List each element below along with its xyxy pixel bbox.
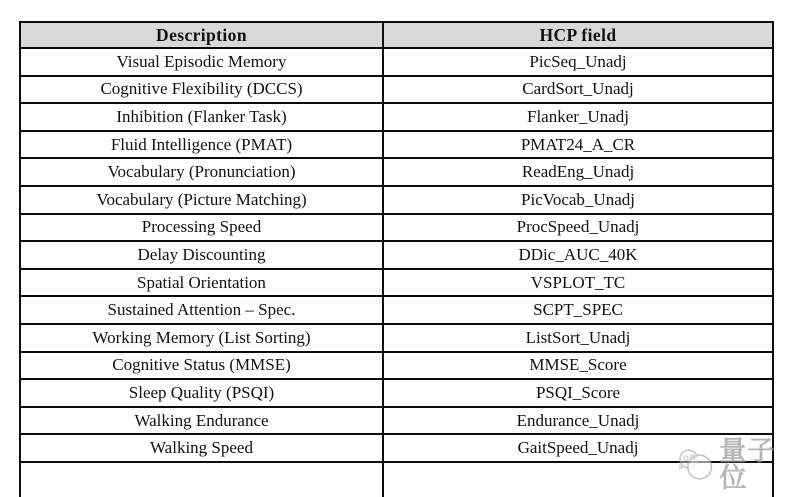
table-header-row [20, 22, 773, 48]
hcp-field-cell: ProcSpeed_Unadj [383, 214, 773, 242]
column-header-hcp-field: HCP field [383, 22, 773, 48]
hcp-field-cell: SCPT_SPEC [383, 296, 773, 324]
description-cell: Vocabulary (Pronunciation) [20, 158, 383, 186]
description-cell: Visual Episodic Memory [20, 48, 383, 76]
table-row [20, 352, 773, 380]
table-row [20, 214, 773, 242]
hcp-field-cell: MMSE_Score [383, 352, 773, 380]
table-row [20, 324, 773, 352]
table-row [20, 407, 773, 435]
description-cell: Fluid Intelligence (PMAT) [20, 131, 383, 159]
description-cell: Cognitive Flexibility (DCCS) [20, 76, 383, 104]
description-cell: Cognitive Status (MMSE) [20, 352, 383, 380]
description-cell: Vocabulary (Picture Matching) [20, 186, 383, 214]
description-cell: Processing Speed [20, 214, 383, 242]
table-row [20, 379, 773, 407]
description-cell [20, 462, 383, 497]
hcp-field-cell: VSPLOT_TC [383, 269, 773, 297]
column-header-description: Description [20, 22, 383, 48]
table-row [20, 241, 773, 269]
hcp-field-cell: CardSort_Unadj [383, 76, 773, 104]
hcp-field-cell: ReadEng_Unadj [383, 158, 773, 186]
hcp-field-cell: Endurance_Unadj [383, 407, 773, 435]
hcp-field-cell: PMAT24_A_CR [383, 131, 773, 159]
hcp-field-cell: GaitSpeed_Unadj [383, 434, 773, 462]
description-cell: Walking Endurance [20, 407, 383, 435]
hcp-measures-table-container [19, 21, 772, 497]
description-cell: Working Memory (List Sorting) [20, 324, 383, 352]
hcp-measures-table [19, 21, 774, 497]
hcp-field-cell: PicVocab_Unadj [383, 186, 773, 214]
description-cell: Walking Speed [20, 434, 383, 462]
qbitai-watermark-text: 量子位 [719, 436, 776, 493]
hcp-field-cell: Flanker_Unadj [383, 103, 773, 131]
description-cell: Delay Discounting [20, 241, 383, 269]
table-row [20, 269, 773, 297]
table-row-clipped [20, 462, 773, 497]
description-cell: Inhibition (Flanker Task) [20, 103, 383, 131]
table-row [20, 103, 773, 131]
table-row [20, 76, 773, 104]
description-cell: Sleep Quality (PSQI) [20, 379, 383, 407]
hcp-field-cell [383, 462, 773, 497]
description-cell: Sustained Attention – Spec. [20, 296, 383, 324]
table-row [20, 186, 773, 214]
table-row [20, 131, 773, 159]
hcp-field-cell: DDic_AUC_40K [383, 241, 773, 269]
hcp-field-cell: PSQI_Score [383, 379, 773, 407]
table-row [20, 296, 773, 324]
hcp-field-cell: ListSort_Unadj [383, 324, 773, 352]
table-row [20, 48, 773, 76]
table-row [20, 158, 773, 186]
hcp-field-cell: PicSeq_Unadj [383, 48, 773, 76]
description-cell: Spatial Orientation [20, 269, 383, 297]
table-row [20, 434, 773, 462]
